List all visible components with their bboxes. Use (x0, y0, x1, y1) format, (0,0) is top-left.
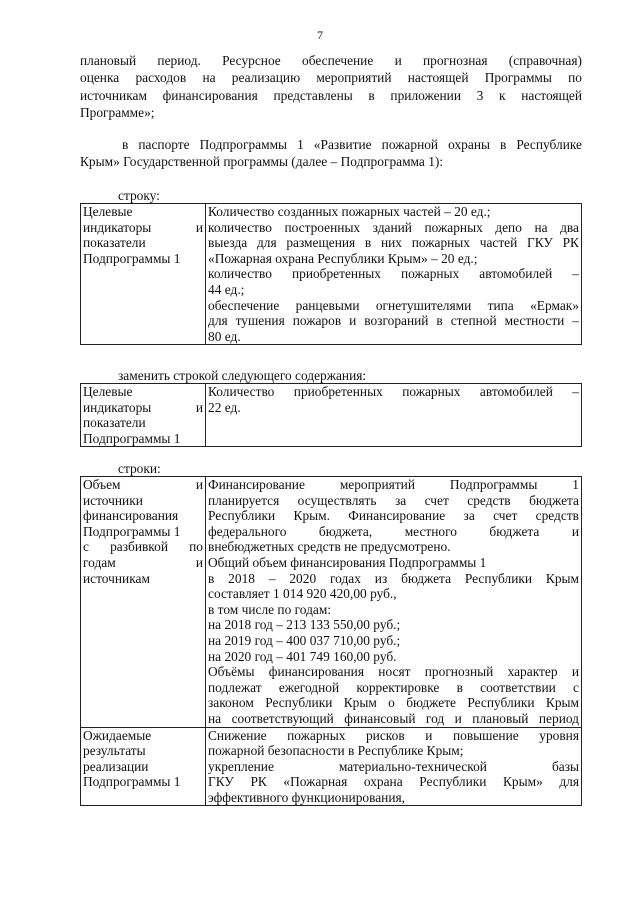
cell-line: индикаторы и (83, 219, 203, 235)
table-cell-value (206, 384, 582, 447)
cell-line: 22 ед. (208, 399, 241, 415)
cell-line: эффективного функционирования, (208, 789, 406, 805)
cell-line: выезда для размещения в них пожарных частей ГКУ РК (208, 235, 579, 251)
cell-line: Количество созданных пожарных частей – 20 ед.; (208, 204, 491, 219)
cell-line: ГКУ РК «Пожарная охрана Республики Крым» для (208, 774, 579, 790)
table-cell-label (81, 477, 206, 728)
cell-line: на 2020 год – 401 749 160,00 руб. (208, 648, 397, 664)
intro-line: плановый период. Ресурсное обеспечение и прогнозная (справочная) (80, 53, 582, 68)
cell-line: Республики Крым. Финансирование за счет средств (208, 508, 579, 524)
cell-line: законом Республики Крым о бюджете Республики Крым (208, 695, 579, 711)
cell-line: на 2019 год – 400 037 710,00 руб.; (208, 632, 401, 648)
cell-line: в 2018 – 2020 годах из бюджета Республики Крым (208, 570, 579, 586)
cell-line: Количество приобретенных пожарных автомобилей – (208, 384, 579, 399)
passport-paragraph (80, 136, 582, 171)
intro-line: источникам финансирования представлены в приложении 3 к настоящей (80, 87, 582, 103)
table-row (81, 727, 582, 806)
cell-line: Ожидаемые (83, 727, 152, 743)
cell-line: в том числе по годам: (208, 601, 332, 617)
cell-line: подлежат ежегодной корректировке в соответствии с (208, 679, 579, 695)
cell-line: Снижение пожарных рисков и повышение уровня (208, 727, 579, 743)
cell-line: Подпрограммы 1 (83, 250, 181, 266)
cell-line: «Пожарная охрана Республики Крым» – 20 ед.; (208, 250, 478, 266)
label-row: строку: (118, 188, 160, 203)
cell-line: федерального бюджета, местного бюджета и (208, 523, 579, 539)
cell-line: количество построенных зданий пожарных депо на два (208, 219, 579, 235)
table-indicators-old (80, 203, 582, 345)
cell-line: пожарной безопасности в Республике Крым; (208, 743, 464, 759)
cell-line: для тушения пожаров и возгораний в степной местности – (208, 313, 579, 329)
cell-line: Подпрограммы 1 (83, 523, 181, 539)
cell-line: источникам (83, 570, 150, 586)
intro-paragraph (80, 52, 582, 122)
table-row (81, 384, 582, 447)
cell-line: Целевые (83, 204, 133, 219)
cell-line: годам и (83, 554, 203, 570)
cell-line: Общий объем финансирования Подпрограммы 1 (208, 554, 487, 570)
cell-line: Объем и (83, 477, 203, 492)
table-row (81, 477, 582, 728)
intro-line: оценка расходов на реализацию мероприятий настоящей Программы по (80, 70, 582, 86)
table-indicators-new (80, 383, 582, 447)
cell-line: показатели (83, 415, 146, 431)
intro-line: Программе»; (80, 105, 155, 121)
table-cell-value (206, 204, 582, 345)
cell-line: укрепление материально-технической базы (208, 758, 579, 774)
cell-line: финансирования (83, 508, 179, 524)
cell-line: результаты (83, 743, 146, 759)
cell-line: внебюджетных средств не предусмотрено. (208, 539, 451, 555)
table-row (81, 204, 582, 345)
cell-line: Подпрограммы 1 (83, 430, 181, 446)
table-cell-label (81, 204, 206, 345)
cell-line: Объёмы финансирования носят прогнозный характер и (208, 664, 579, 680)
label-replace: заменить строкой следующего содержания: (118, 368, 367, 383)
cell-line: 80 ед. (208, 328, 241, 344)
table-cell-value (206, 477, 582, 728)
passport-line: в паспорте Подпрограммы 1 «Развитие пожарной охраны в Республике (122, 137, 582, 152)
cell-line: на 2018 год – 213 133 550,00 руб.; (208, 617, 401, 633)
page-number: 7 (317, 28, 323, 42)
table-cell-value (206, 727, 582, 806)
cell-line: Финансирование мероприятий Подпрограммы 1 (208, 477, 579, 492)
cell-line: Целевые (83, 384, 133, 399)
table-cell-label (81, 384, 206, 447)
cell-line: показатели (83, 235, 146, 251)
cell-line: источники (83, 492, 143, 508)
cell-line: на соответствующий финансовый год и плановый период (208, 710, 579, 726)
cell-line: с разбивкой по (83, 539, 203, 555)
cell-line: планируется осуществлять за счет средств бюджета (208, 492, 579, 508)
cell-line: реализации (83, 758, 149, 774)
table-financing (80, 476, 582, 806)
cell-line: составляет 1 014 920 420,00 руб., (208, 586, 397, 602)
passport-line: Крым» Государственной программы (далее – Подпрограмма 1): (80, 154, 444, 170)
cell-line: 44 ед.; (208, 281, 245, 297)
label-rows: строки: (118, 461, 161, 476)
cell-line: индикаторы и (83, 399, 203, 415)
cell-line: Подпрограммы 1 (83, 774, 181, 790)
table-cell-label (81, 727, 206, 806)
cell-line: количество приобретенных пожарных автомобилей – (208, 266, 579, 282)
cell-line: обеспечение ранцевыми огнетушителями типа «Ермак» (208, 297, 579, 313)
